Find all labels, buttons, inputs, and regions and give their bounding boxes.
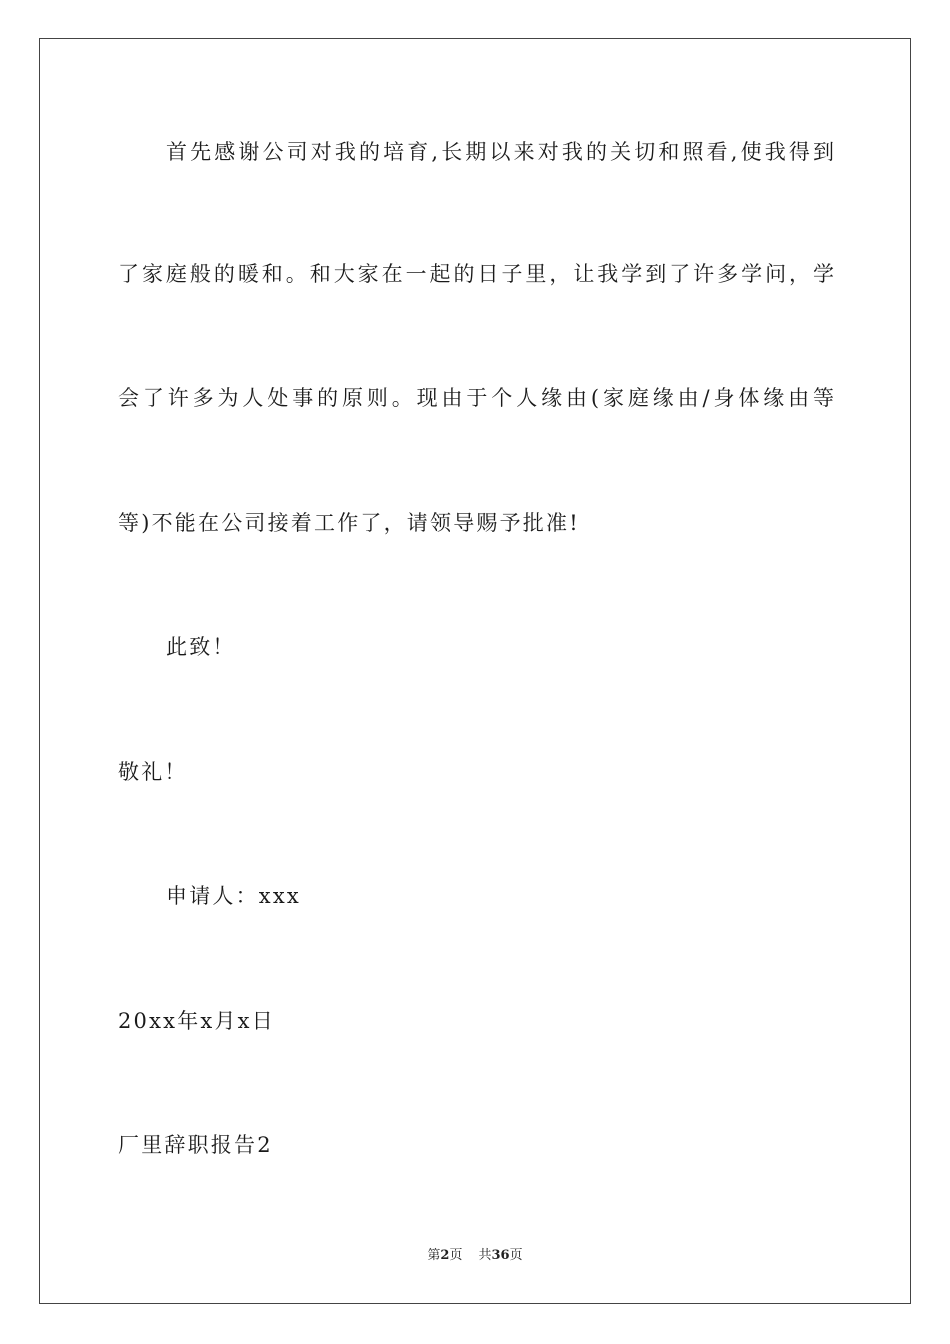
applicant-signature: 申请人：xxx	[166, 884, 301, 908]
paragraph-line-1: 首先感谢公司对我的培育,长期以来对我的关切和照看,使我得到	[166, 140, 834, 164]
page-footer	[0, 1247, 950, 1265]
page-border	[39, 38, 911, 1304]
paragraph-line-3: 会了许多为人处事的原则。现由于个人缘由(家庭缘由/身体缘由等	[118, 386, 834, 410]
total-suffix: 页	[509, 1248, 523, 1263]
paragraph-line-4: 等)不能在公司接着工作了，请领导赐予批准!	[118, 511, 580, 535]
total-prefix: 共	[478, 1248, 492, 1263]
paragraph-line-2: 了家庭般的暖和。和大家在一起的日子里，让我学到了许多学问，学	[118, 262, 834, 286]
closing-phrase: 此致！	[166, 635, 236, 659]
next-section-title: 厂里辞职报告2	[118, 1133, 273, 1157]
salutation: 敬礼！	[118, 760, 188, 784]
page-suffix: 页	[449, 1248, 463, 1263]
current-page-number: 2	[440, 1248, 450, 1263]
date-line: 20xx年x月x日	[118, 1009, 275, 1033]
page-prefix: 第	[427, 1248, 441, 1263]
total-pages-number: 36	[491, 1248, 510, 1263]
